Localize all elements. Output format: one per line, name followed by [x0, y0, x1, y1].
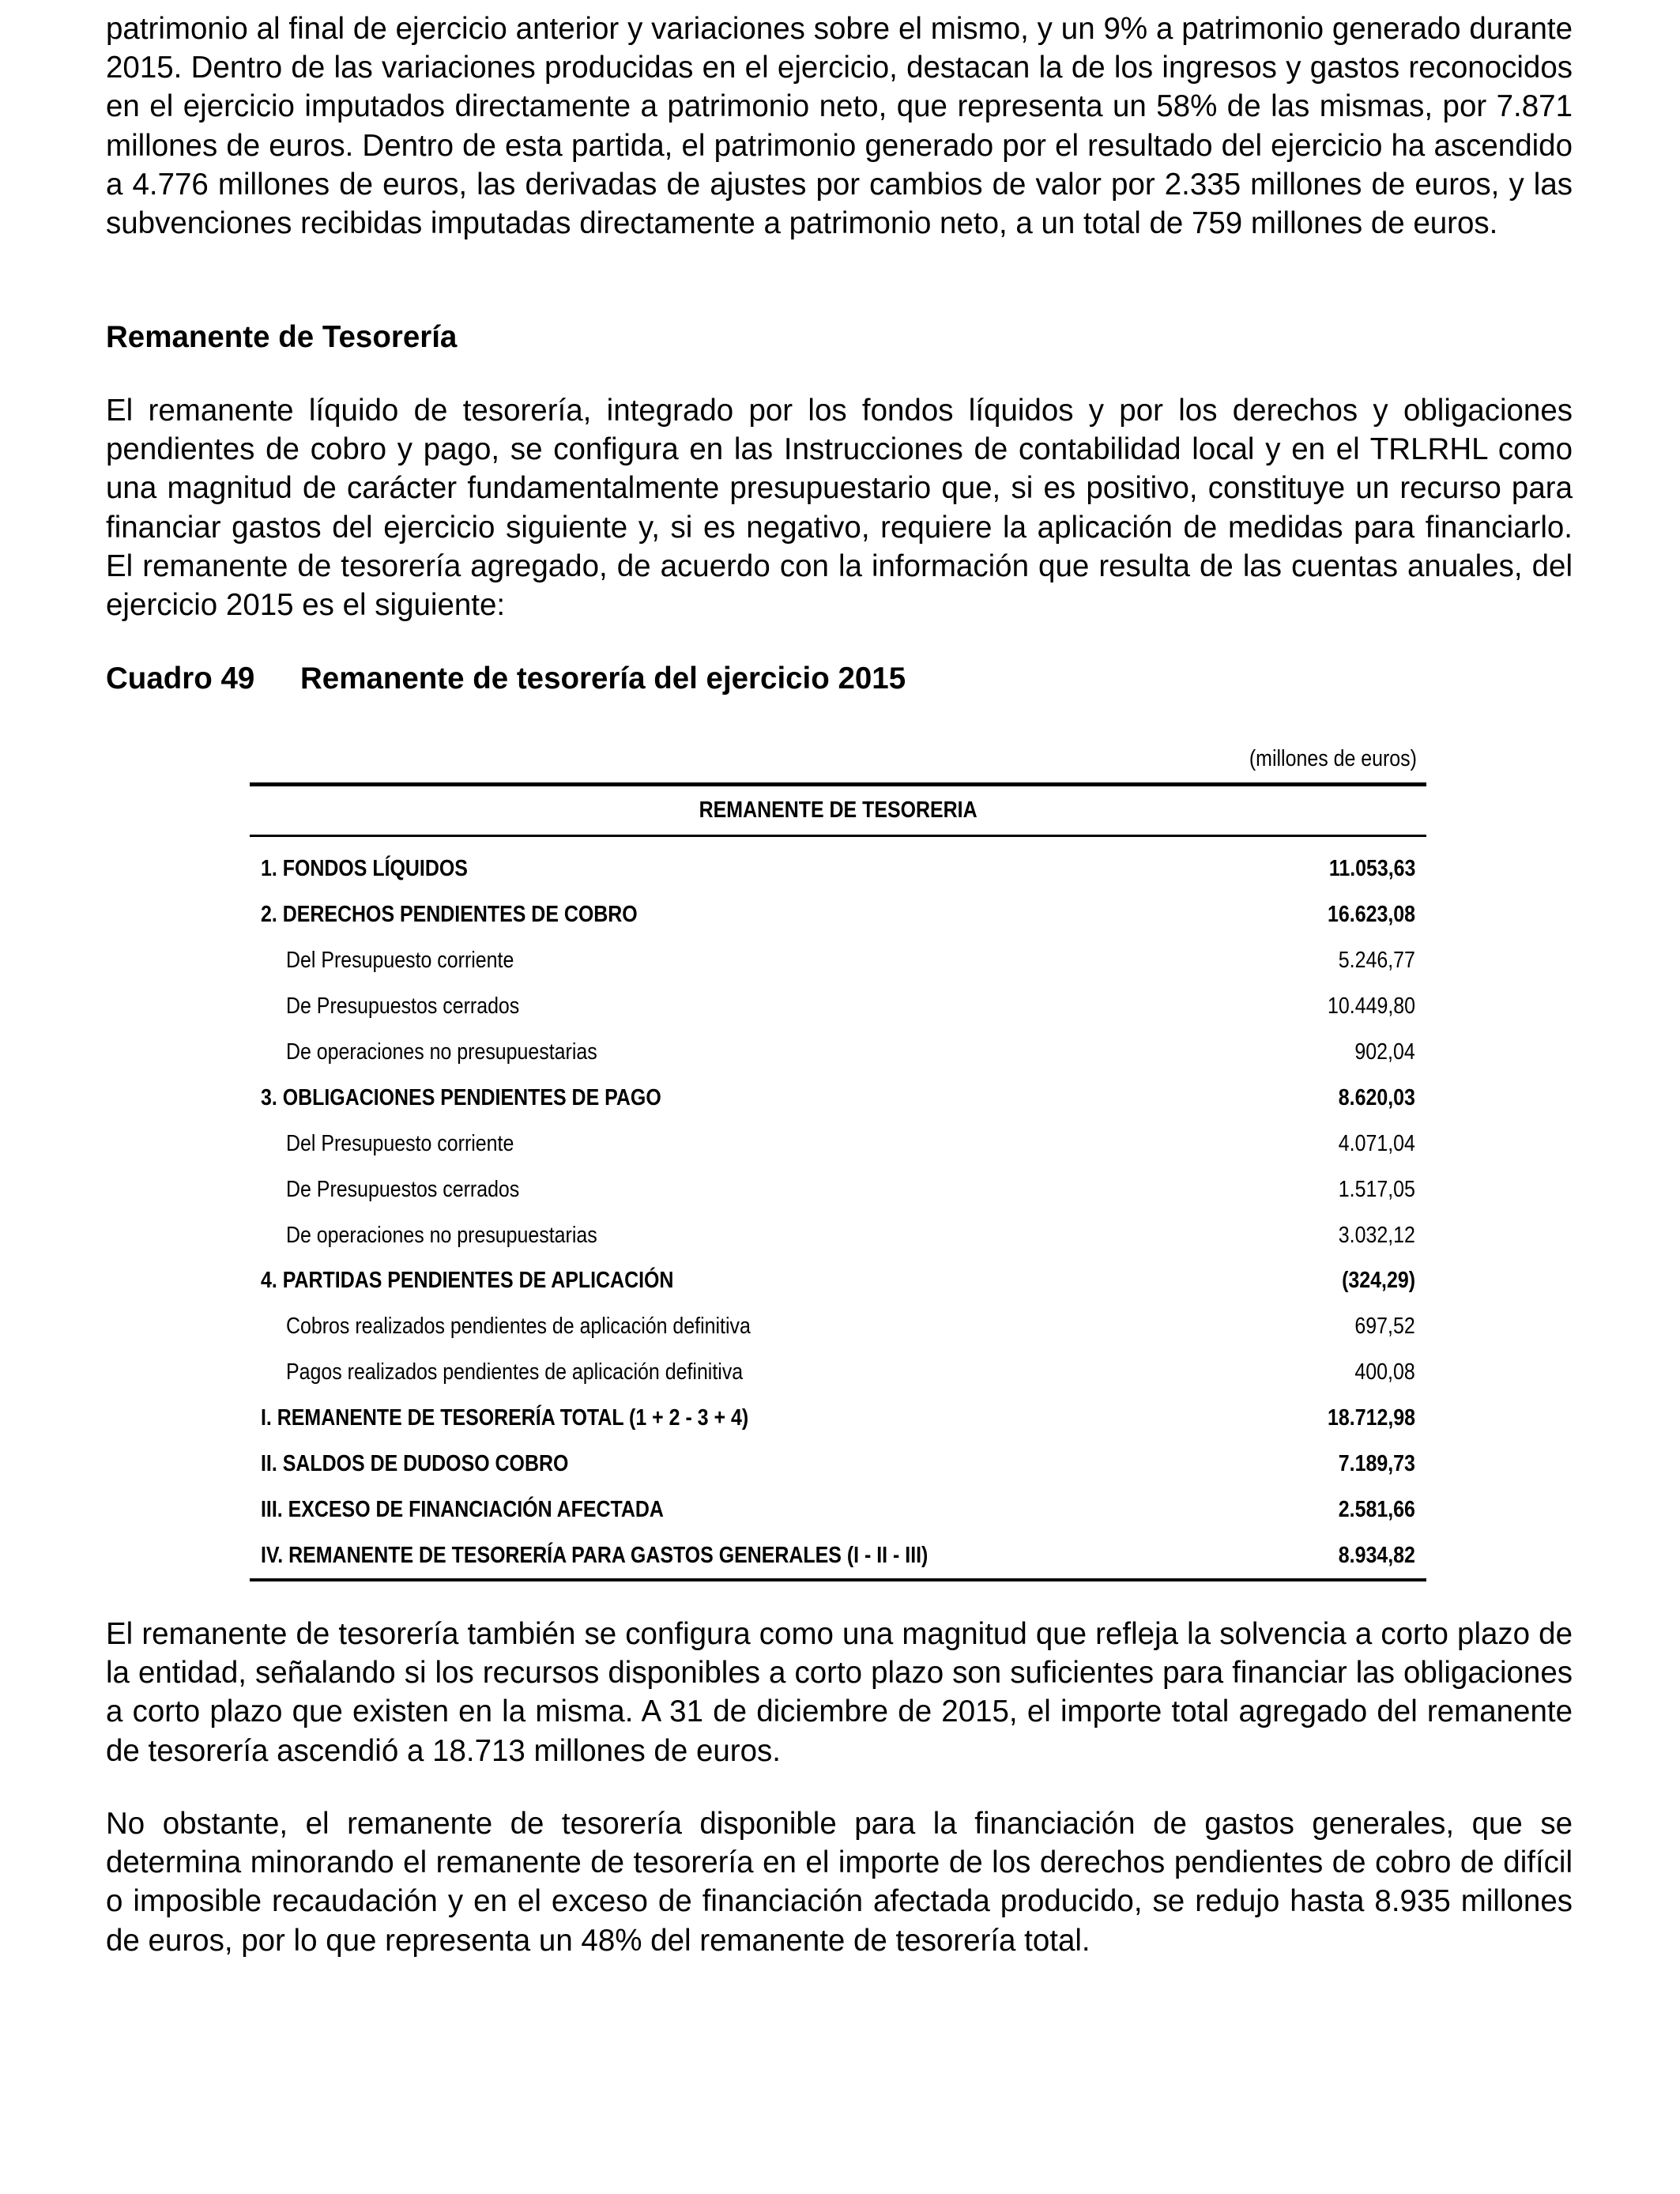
table-row	[250, 1487, 1426, 1532]
table-row	[250, 1396, 1426, 1442]
row-label: De operaciones no presupuestarias	[286, 1039, 597, 1065]
row-value: 902,04	[1354, 1039, 1415, 1065]
section-heading-remanente: Remanente de Tesorería	[106, 320, 458, 354]
paragraph-solvencia: El remanente de tesorería también se configura como una magnitud que refleja la solvencia a corto plazo de la entidad, señalando si los recursos disponibles a corto plazo son suficientes para financiar las obligaciones a corto plazo que existen en la misma. A 31 de diciembre de 2015, el importe total agregado del remanente de tesorería ascendió a 18.713 millones de euros.	[106, 1617, 1573, 1768]
table-row	[250, 892, 1426, 938]
row-value: 1.517,05	[1338, 1176, 1415, 1202]
table-row	[250, 1167, 1426, 1212]
table-row	[250, 1350, 1426, 1396]
row-label: 4. PARTIDAS PENDIENTES DE APLICACIÓN	[261, 1268, 674, 1294]
row-label: I. REMANENTE DE TESORERÍA TOTAL (1 + 2 - 3 + 4)	[261, 1405, 749, 1431]
row-value: 697,52	[1354, 1314, 1415, 1340]
table-row	[250, 1212, 1426, 1258]
row-value: 8.934,82	[1210, 1532, 1426, 1580]
paragraph-gastos-generales: No obstante, el remanente de tesorería disponible para la financiación de gastos generales, que se determina minorando el remanente de tesorería en el importe de los derechos pendientes de cobro de difícil o imposible recaudación y en el exceso de financiación afectada producido, se redujo hasta 8.935 millones de euros, por lo que representa un 48% del remanente de tesorería total.	[106, 1807, 1573, 1958]
table-caption	[106, 659, 906, 698]
row-value: 3.032,12	[1338, 1222, 1415, 1248]
row-value: 8.620,03	[1338, 1084, 1415, 1110]
table-row	[250, 938, 1426, 984]
row-label: De operaciones no presupuestarias	[286, 1222, 597, 1248]
table-row	[250, 1442, 1426, 1487]
table-row	[250, 1532, 1426, 1580]
table-header-row	[250, 785, 1426, 836]
table-caption-number: Cuadro 49	[106, 662, 255, 696]
row-label: De Presupuestos cerrados	[286, 1176, 520, 1202]
row-value: 400,08	[1354, 1359, 1415, 1385]
row-value: 11.053,63	[1328, 856, 1415, 882]
row-value: 7.189,73	[1338, 1451, 1415, 1477]
row-value: 16.623,08	[1328, 902, 1415, 928]
table-header: REMANENTE DE TESORERIA	[250, 785, 1426, 836]
table-row	[250, 836, 1426, 892]
row-label: Pagos realizados pendientes de aplicación definitiva	[286, 1359, 744, 1385]
row-value: 10.449,80	[1328, 993, 1415, 1020]
row-value: (324,29)	[1342, 1268, 1415, 1294]
row-label: IV. REMANENTE DE TESORERÍA PARA GASTOS GENERALES (I - II - III)	[250, 1532, 1210, 1580]
row-label: 1. FONDOS LÍQUIDOS	[261, 856, 468, 882]
row-label: Cobros realizados pendientes de aplicación definitiva	[286, 1314, 751, 1340]
remanente-table	[250, 782, 1426, 1581]
table-row	[250, 984, 1426, 1030]
row-label: 2. DERECHOS PENDIENTES DE COBRO	[261, 902, 638, 928]
row-value: 5.246,77	[1338, 948, 1415, 974]
row-label: 3. OBLIGACIONES PENDIENTES DE PAGO	[261, 1084, 661, 1110]
table-row	[250, 1258, 1426, 1304]
row-value: 4.071,04	[1338, 1130, 1415, 1156]
table-row	[250, 1075, 1426, 1121]
row-label: De Presupuestos cerrados	[286, 993, 520, 1020]
table-caption-title: Remanente de tesorería del ejercicio 2015	[300, 662, 906, 696]
table-row	[250, 1304, 1426, 1350]
row-label: II. SALDOS DE DUDOSO COBRO	[261, 1451, 569, 1477]
paragraph-patrimonio: patrimonio al final de ejercicio anterior y variaciones sobre el mismo, y un 9% a patrimonio generado durante 2015. Dentro de las variaciones producidas en el ejercicio, destacan la de los ingresos y gastos reconocidos en el ejercicio imputados directamente a patrimonio neto, que representa un 58% de las mismas, por 7.871 millones de euros. Dentro de esta partida, el patrimonio generado por el resultado del ejercicio ha ascendido a 4.776 millones de euros, las derivadas de ajustes por cambios de valor por 2.335 millones de euros, y las subvenciones recibidas imputadas directamente a patrimonio neto, a un total de 759 millones de euros.	[106, 12, 1573, 241]
table-unit-label: (millones de euros)	[1249, 746, 1417, 771]
paragraph-remanente-definicion: El remanente líquido de tesorería, integrado por los fondos líquidos y por los derechos y obligaciones pendientes de cobro y pago, se configura en las Instrucciones de contabilidad local y en el TRLRHL como una magnitud de carácter fundamentalmente presupuestario que, si es positivo, constituye un recurso para financiar gastos del ejercicio siguiente y, si es negativo, requiere la aplicación de medidas para financiarlo. El remanente de tesorería agregado, de acuerdo con la información que resulta de las cuentas anuales, del ejercicio 2015 es el siguiente:	[106, 394, 1573, 623]
row-value: 18.712,98	[1328, 1405, 1415, 1431]
row-label: Del Presupuesto corriente	[286, 948, 514, 974]
row-label: Del Presupuesto corriente	[286, 1130, 514, 1156]
row-value: 2.581,66	[1338, 1496, 1415, 1522]
table-row	[250, 1121, 1426, 1167]
table-row	[250, 1030, 1426, 1076]
row-label: III. EXCESO DE FINANCIACIÓN AFECTADA	[261, 1496, 664, 1522]
remanente-table-container	[250, 743, 1426, 1581]
